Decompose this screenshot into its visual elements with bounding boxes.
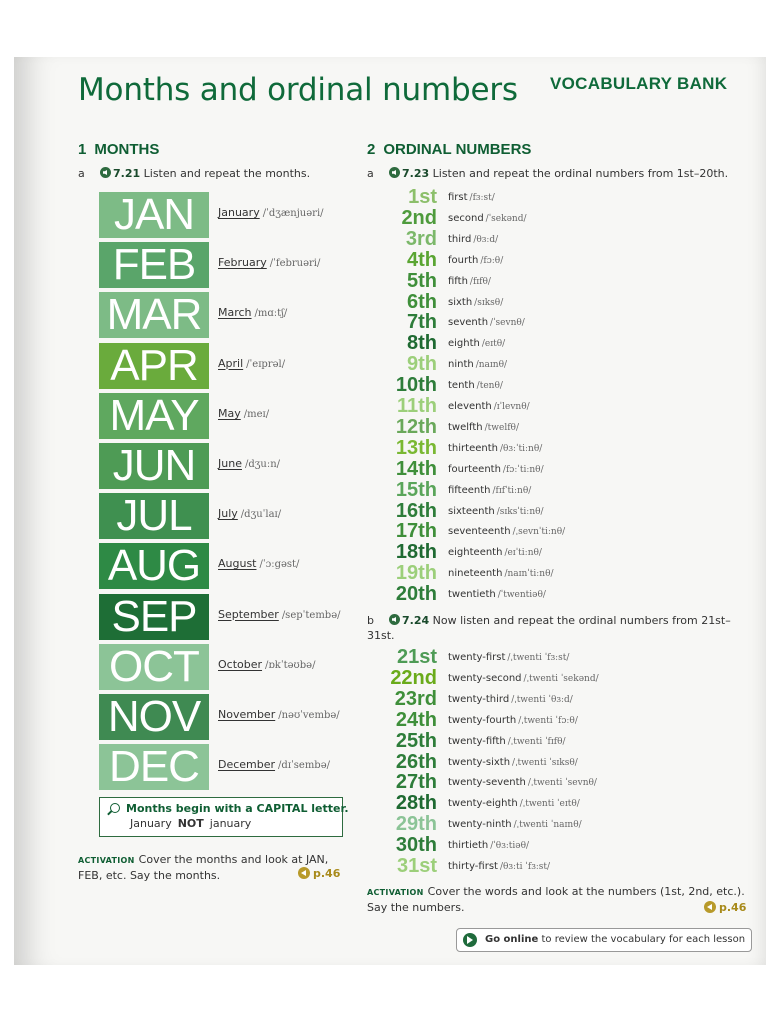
ordinal-word — [448, 589, 546, 600]
ordinal-name: third — [448, 233, 472, 245]
ordinal-word — [448, 736, 566, 747]
ordinal-name: sixteenth — [448, 505, 495, 517]
ordinal-row — [390, 312, 750, 333]
ordinal-row — [390, 459, 750, 480]
tip-not: NOT — [177, 817, 204, 830]
month-word — [218, 206, 324, 219]
ordinal-phonetic: /sɪksˈtiːnθ/ — [496, 506, 544, 517]
month-name: September — [218, 607, 279, 621]
ordinal-phonetic: /ˌtwenti ˈsekənd/ — [523, 673, 599, 684]
ordinal-name: twenty-sixth — [448, 756, 511, 768]
go-online-text: to review the vocabulary for each lesson — [541, 934, 746, 945]
ordinal-name: ninth — [448, 359, 474, 371]
ordinal-word — [448, 673, 599, 684]
ordinal-word — [448, 819, 582, 830]
month-word — [218, 758, 330, 771]
month-row — [99, 493, 359, 539]
ordinal-number: 3rd — [405, 227, 437, 250]
ordinal-name: second — [448, 212, 484, 224]
ordinal-row — [390, 354, 750, 375]
ordinal-phonetic: /θɜːˈtiːnθ/ — [499, 443, 543, 454]
ordinal-number: 27th — [395, 771, 437, 794]
ordinal-row — [390, 856, 750, 877]
activation-label: ACTIVATION — [78, 856, 135, 865]
month-name: March — [218, 306, 252, 320]
ordinal-name: twenty-fourth — [448, 714, 517, 726]
month-abbr-block: APR — [99, 343, 209, 389]
month-abbr-block: JUN — [99, 443, 209, 489]
go-online-icon — [463, 933, 477, 947]
month-row — [99, 192, 359, 238]
ordinal-row — [390, 501, 750, 522]
ordinal-word — [448, 443, 542, 454]
ordinal-number: 19th — [395, 562, 437, 585]
ordinal-phonetic: /fɪfθ/ — [469, 276, 491, 287]
month-name: April — [218, 356, 244, 370]
ordinal-name: nineteenth — [448, 568, 503, 580]
ordinal-row — [390, 208, 750, 229]
ordinal-row — [390, 271, 750, 292]
ordinal-name: tenth — [448, 380, 475, 392]
month-name: August — [218, 557, 257, 571]
ordinal-phonetic: /ˌtwenti ˈsevnθ/ — [527, 778, 597, 789]
audio-track: 7.23 — [402, 167, 430, 180]
month-word — [218, 457, 280, 470]
ordinal-word — [448, 840, 529, 851]
month-phonetic: /ˈɔːgəst/ — [259, 559, 300, 571]
ordinal-word — [448, 694, 573, 705]
ordinal-phonetic: /ˌtwenti ˈfɔːθ/ — [518, 715, 578, 726]
ordinal-name: seventeenth — [448, 526, 511, 538]
month-abbr-block: OCT — [99, 644, 209, 690]
audio-track: 7.21 — [113, 167, 141, 180]
page-ref-icon — [704, 901, 716, 913]
ordinal-word — [448, 317, 525, 328]
ordinal-row — [390, 375, 750, 396]
month-phonetic: /ˈeɪprəl/ — [246, 358, 286, 370]
activation-text: Cover the months and look at JAN, FEB, etc. Say the months. — [78, 853, 329, 882]
month-abbr-block: AUG — [99, 543, 209, 589]
section-1-title: MONTHS — [94, 141, 160, 158]
month-name: November — [218, 708, 276, 721]
month-row — [99, 343, 359, 389]
month-row — [99, 694, 359, 740]
ordinal-phonetic: /naɪnˈtiːnθ/ — [504, 569, 554, 580]
page-ref-text: p.46 — [313, 867, 341, 880]
audio-icon[interactable] — [389, 167, 400, 178]
ordinal-word — [448, 568, 554, 579]
ordinal-number: 17th — [395, 520, 437, 543]
ordinal-number: 15th — [395, 478, 437, 501]
ordinal-name: thirtieth — [448, 840, 489, 852]
section-1-page-ref[interactable] — [298, 867, 340, 880]
month-phonetic: /ˈfebruəri/ — [269, 258, 321, 270]
page-title: Months and ordinal numbers — [78, 72, 518, 108]
month-abbr-block: NOV — [99, 694, 209, 740]
ordinal-word — [448, 192, 495, 203]
ordinal-name: twenty-fifth — [448, 735, 506, 747]
month-phonetic: /sepˈtembə/ — [281, 609, 341, 621]
month-word — [218, 557, 299, 570]
ordinal-phonetic: /ˌtwenti ˈfɜːst/ — [507, 653, 570, 663]
ordinal-row — [390, 647, 750, 668]
ordinal-row — [390, 542, 750, 563]
ordinal-number: 11th — [396, 395, 437, 417]
month-abbr-block: SEP — [99, 594, 209, 640]
ordinal-word — [448, 213, 527, 224]
instruction-letter: b — [367, 614, 374, 627]
ordinal-word — [448, 798, 580, 809]
section-2-title: ORDINAL NUMBERS — [383, 141, 532, 158]
ordinal-row — [390, 731, 750, 752]
ordinal-row — [390, 438, 750, 459]
ordinal-row — [390, 689, 750, 710]
ordinal-number: 16th — [395, 499, 437, 522]
ordinal-number: 12th — [395, 415, 437, 438]
section-2-heading — [367, 141, 531, 158]
month-row — [99, 594, 359, 640]
ordinal-phonetic: /θɜːti ˈfɜːst/ — [499, 862, 551, 872]
instruction-text: Listen and repeat the months. — [143, 167, 311, 180]
ordinal-word — [448, 338, 505, 349]
ordinal-number: 2nd — [401, 206, 437, 229]
ordinal-row — [390, 250, 750, 271]
ordinal-name: eleventh — [448, 401, 492, 412]
month-phonetic: /dɪˈsembə/ — [278, 760, 330, 772]
ordinal-word — [448, 401, 530, 412]
ordinal-row — [390, 668, 750, 689]
ordinal-word — [448, 547, 542, 558]
month-phonetic: /mɑːtʃ/ — [254, 308, 288, 320]
month-row — [99, 292, 359, 338]
ordinal-word — [448, 464, 544, 475]
month-word — [218, 658, 315, 671]
ordinal-row — [390, 396, 750, 417]
ordinal-phonetic: /ˌsevnˈtiːnθ/ — [512, 527, 566, 538]
ordinal-name: eighth — [448, 338, 480, 350]
ordinal-word — [448, 234, 498, 245]
ordinal-phonetic: /fɔːˈtiːnθ/ — [502, 464, 544, 475]
ordinal-word — [448, 757, 578, 768]
tip-correct: January — [130, 817, 172, 830]
audio-icon[interactable] — [100, 167, 111, 178]
section-2-number: 2 — [367, 141, 376, 158]
ordinal-phonetic: /ˈtwentiəθ/ — [497, 590, 546, 601]
ordinal-phonetic: /twelfθ/ — [484, 422, 519, 433]
ordinal-number: 4th — [407, 248, 437, 271]
month-row — [99, 242, 359, 288]
month-phonetic: /nəʊˈvembə/ — [278, 710, 340, 721]
ordinal-name: fifth — [448, 275, 468, 287]
ordinal-phonetic: /θɜːd/ — [473, 234, 499, 245]
ordinal-name: twentieth — [448, 589, 496, 601]
month-abbr-block: MAY — [99, 393, 209, 439]
ordinal-word — [448, 276, 491, 287]
ordinal-name: first — [448, 192, 468, 203]
ordinal-phonetic: /ˌtwenti ˈsɪksθ/ — [512, 757, 578, 768]
month-phonetic: /ˈdʒænjuəri/ — [262, 208, 324, 219]
ordinal-number: 5th — [407, 269, 437, 292]
ordinal-phonetic: /fɜːst/ — [469, 193, 495, 203]
ordinal-number: 22nd — [390, 666, 437, 689]
ordinal-phonetic: /fɪfˈtiːnθ/ — [492, 485, 532, 496]
ordinal-name: eighteenth — [448, 547, 503, 559]
section-2-activation — [367, 884, 752, 915]
ordinal-number: 30th — [395, 834, 437, 857]
month-abbr-block: JUL — [99, 493, 209, 539]
ordinal-word — [448, 715, 578, 726]
ordinal-phonetic: /ɪˈlevnθ/ — [493, 402, 530, 412]
ordinal-number: 20th — [395, 583, 437, 606]
month-name: May — [218, 406, 241, 420]
month-word — [218, 708, 340, 721]
month-phonetic: /dʒuˈlaɪ/ — [240, 509, 282, 521]
month-row — [99, 644, 359, 690]
instruction-text: Listen and repeat the ordinal numbers from 1st–20th. — [432, 167, 729, 180]
month-abbr-block: MAR — [99, 292, 209, 338]
ordinal-row — [390, 563, 750, 584]
ordinal-phonetic: /eɪˈtiːnθ/ — [504, 548, 542, 559]
month-word — [218, 306, 287, 319]
ordinal-row — [390, 835, 750, 856]
ordinal-row — [390, 187, 750, 208]
ordinal-name: twenty-first — [448, 652, 506, 663]
section-2-instruction-a — [367, 167, 728, 180]
ordinal-name: twenty-third — [448, 693, 510, 705]
ordinal-phonetic: /eɪtθ/ — [481, 339, 506, 350]
ordinal-number: 23rd — [394, 687, 437, 710]
ordinal-row — [390, 480, 750, 501]
ordinal-number: 14th — [395, 457, 437, 480]
ordinal-row — [390, 752, 750, 773]
section-1-number: 1 — [78, 141, 87, 158]
month-row — [99, 393, 359, 439]
month-abbr-block: DEC — [99, 744, 209, 790]
ordinal-row — [390, 814, 750, 835]
ordinal-name: twenty-seventh — [448, 777, 526, 789]
ordinal-word — [448, 422, 519, 433]
ordinal-word — [448, 777, 597, 788]
month-name: February — [218, 256, 267, 270]
ordinal-number: 31st — [396, 855, 437, 877]
month-word — [218, 256, 320, 269]
section-1-instruction — [78, 167, 310, 180]
month-row — [99, 543, 359, 589]
activation-label: ACTIVATION — [367, 888, 424, 897]
ordinal-row — [390, 521, 750, 542]
ordinal-name: twenty-second — [448, 672, 522, 684]
instruction-letter: a — [78, 167, 85, 180]
ordinal-name: fifteenth — [448, 484, 491, 496]
ordinal-number: 29th — [395, 813, 437, 836]
month-name: December — [218, 758, 276, 772]
ordinal-phonetic: /tenθ/ — [476, 381, 503, 392]
ordinal-row — [390, 292, 750, 313]
ordinal-number: 9th — [407, 353, 437, 376]
ordinal-name: fourteenth — [448, 463, 501, 475]
month-word — [218, 357, 285, 370]
ordinal-row — [390, 333, 750, 354]
ordinal-number: 10th — [395, 374, 437, 397]
ordinal-name: seventh — [448, 317, 489, 329]
ordinal-number: 13th — [395, 436, 437, 459]
ordinal-number: 8th — [407, 332, 437, 355]
ordinal-number: 18th — [395, 541, 437, 564]
activation-text: Cover the words and look at the numbers (1st, 2nd, etc.). Say the numbers. — [367, 885, 745, 914]
month-phonetic: /meɪ/ — [243, 408, 270, 420]
ordinal-phonetic: /fɔːθ/ — [480, 255, 504, 266]
month-name: January — [218, 206, 260, 219]
ordinal-number: 6th — [407, 290, 437, 313]
ordinal-row — [390, 710, 750, 731]
ordinal-name: fourth — [448, 254, 479, 266]
audio-icon[interactable] — [389, 614, 400, 625]
audio-track: 7.24 — [402, 614, 430, 627]
ordinal-phonetic: /ˌtwenti ˈeɪtθ/ — [519, 799, 580, 810]
ordinal-number: 28th — [395, 792, 437, 815]
capital-letter-tip — [99, 797, 349, 837]
tip-wrong: january — [209, 817, 252, 830]
ordinal-word — [448, 506, 544, 517]
month-phonetic: /dʒuːn/ — [244, 459, 281, 470]
month-phonetic: /ɒkˈtəʊbə/ — [265, 659, 316, 671]
ordinal-word — [448, 861, 550, 872]
month-word — [218, 507, 281, 520]
ordinal-row — [390, 772, 750, 793]
page-ref-icon — [298, 867, 310, 879]
ordinal-number: 25th — [395, 729, 437, 752]
ordinal-phonetic: /sɪksθ/ — [474, 297, 504, 308]
ordinal-name: twenty-eighth — [448, 798, 518, 810]
month-abbr-block: FEB — [99, 242, 209, 288]
tip-text: Months begin with a CAPITAL letter. — [126, 802, 349, 815]
section-2-page-ref[interactable] — [704, 901, 746, 914]
ordinal-row — [390, 584, 750, 605]
instruction-letter: a — [367, 167, 374, 180]
ordinal-word — [448, 255, 503, 266]
ordinal-phonetic: /ˌtwenti ˈnaɪnθ/ — [513, 820, 582, 831]
go-online-banner[interactable] — [456, 928, 752, 952]
ordinal-name: thirty-first — [448, 861, 498, 872]
month-abbr-block: JAN — [99, 192, 209, 238]
section-2-instruction-b — [367, 613, 737, 643]
section-1-heading — [78, 141, 159, 158]
ordinal-row — [390, 229, 750, 250]
ordinal-phonetic: /ˈsekənd/ — [485, 213, 527, 224]
ordinal-number: 21st — [396, 646, 437, 668]
month-word — [218, 608, 341, 621]
go-online-bold: Go online — [485, 934, 539, 945]
month-name: October — [218, 657, 263, 671]
ordinal-number: 7th — [407, 311, 437, 334]
ordinal-number: 26th — [395, 750, 437, 773]
magnifier-icon — [110, 803, 120, 813]
ordinal-phonetic: /ˌtwenti ˈθɜːd/ — [511, 694, 573, 705]
ordinal-number: 1st — [408, 186, 437, 208]
page-ref-text: p.46 — [719, 901, 747, 914]
ordinal-word — [448, 359, 507, 370]
month-row — [99, 744, 359, 790]
ordinal-phonetic: /ˈsevnθ/ — [490, 318, 525, 329]
ordinal-word — [448, 297, 503, 308]
ordinal-row — [390, 417, 750, 438]
ordinal-word — [448, 652, 569, 663]
ordinal-word — [448, 380, 503, 391]
ordinal-name: twenty-ninth — [448, 819, 512, 831]
month-word — [218, 407, 269, 420]
month-name: June — [218, 457, 242, 470]
instruction-text: Now listen and repeat the ordinal numbers from 21st–31st. — [367, 614, 731, 642]
ordinal-word — [448, 526, 565, 537]
ordinal-name: sixth — [448, 296, 473, 308]
ordinal-phonetic: /ˌtwenti ˈfɪfθ/ — [507, 736, 566, 747]
ordinal-number: 24th — [395, 708, 437, 731]
ordinal-row — [390, 793, 750, 814]
ordinal-name: thirteenth — [448, 442, 498, 454]
month-row — [99, 443, 359, 489]
ordinal-word — [448, 485, 531, 496]
vocabulary-bank-label: VOCABULARY BANK — [550, 74, 728, 93]
ordinal-phonetic: /naɪnθ/ — [475, 360, 508, 371]
month-name: July — [218, 507, 238, 521]
ordinal-phonetic: /ˈθɜːtiəθ/ — [490, 841, 530, 852]
ordinal-name: twelfth — [448, 421, 483, 433]
